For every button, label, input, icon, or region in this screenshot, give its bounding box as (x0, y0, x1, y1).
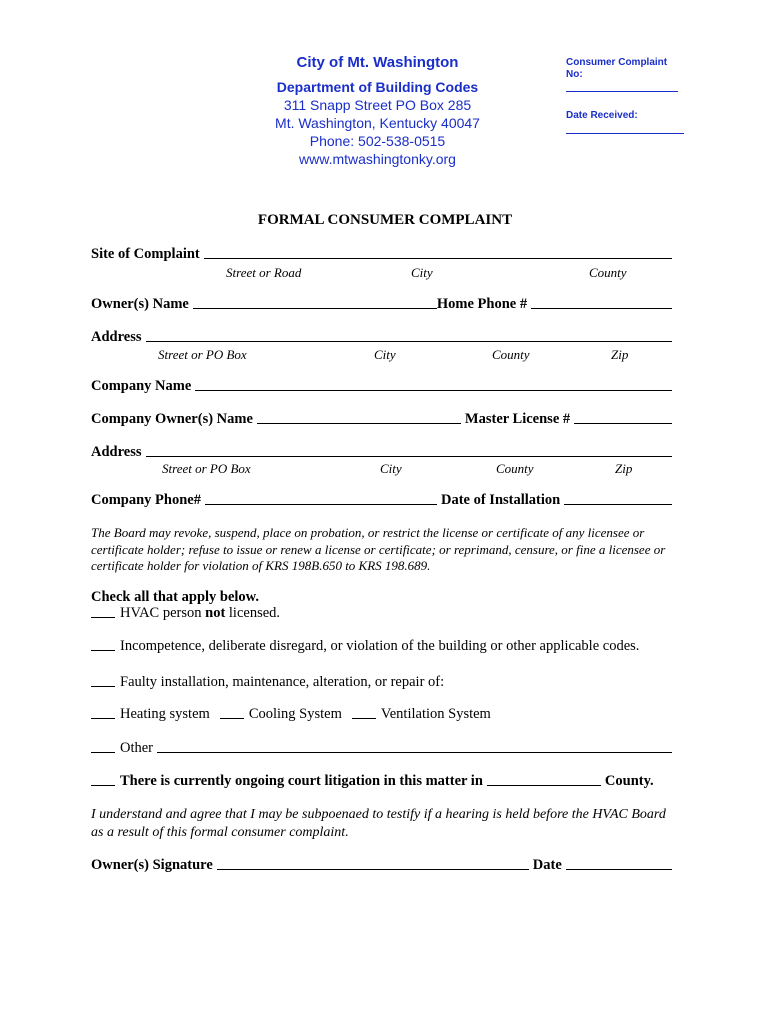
check-label-other: Other (120, 740, 154, 756)
department-name: Department of Building Codes (276, 79, 479, 95)
litigation-county-field[interactable] (487, 785, 601, 786)
company-city-caption: City (380, 461, 402, 476)
check-label: Faulty installation, maintenance, alteration, or repair of: (120, 674, 445, 690)
company-owner-field[interactable] (257, 423, 461, 424)
litigation-label: There is currently ongoing court litigation in this matter in (120, 773, 483, 789)
owner-row (91, 295, 676, 313)
check-incompetence[interactable] (91, 638, 639, 655)
address-line-2: Mt. Washington, Kentucky 40047 (275, 115, 480, 131)
check-faulty-installation[interactable] (91, 674, 444, 691)
company-phone-label: Company Phone# (91, 492, 201, 508)
owner-address-field[interactable] (146, 341, 673, 342)
complaint-number-label: Consumer Complaint No: (566, 57, 668, 80)
site-city-caption: City (411, 265, 433, 280)
owner-signature-field[interactable] (217, 869, 529, 870)
complaint-number-line[interactable] (566, 91, 678, 92)
owner-city-caption: City (374, 347, 396, 362)
installation-date-label: Date of Installation (440, 492, 561, 508)
check-label-cooling: Cooling System (248, 706, 342, 722)
installation-date-field[interactable] (564, 504, 672, 505)
master-license-label: Master License # (464, 411, 571, 427)
home-phone-field[interactable] (531, 308, 672, 309)
owner-name-label: Owner(s) Name (91, 296, 189, 312)
check-label-bold: not (205, 605, 226, 621)
check-label-post: licensed. (225, 605, 281, 621)
check-label: Incompetence, deliberate disregard, or violation of the building or other applicable codes. (120, 638, 640, 654)
address-line-1: 311 Snapp Street PO Box 285 (283, 97, 472, 113)
owner-address-row (91, 328, 676, 346)
signature-date-field[interactable] (566, 869, 672, 870)
check-blank-cooling[interactable] (220, 718, 244, 719)
check-blank[interactable] (91, 617, 115, 618)
company-address-row (91, 443, 676, 461)
phone-number: Phone: 502-538-0515 (309, 133, 446, 149)
owner-name-field[interactable] (193, 308, 437, 309)
company-name-label: Company Name (91, 378, 192, 394)
company-street-caption: Street or PO Box (162, 461, 251, 476)
letterhead (255, 54, 500, 168)
company-address-field[interactable] (146, 456, 673, 457)
owner-street-caption: Street or PO Box (158, 347, 247, 362)
date-received-line[interactable] (566, 133, 684, 134)
signature-date-label: Date (532, 857, 562, 873)
company-phone-field[interactable] (205, 504, 437, 505)
home-phone-label: Home Phone # (436, 296, 528, 312)
date-received-label: Date Received: (566, 110, 638, 121)
check-label-ventilation: Ventilation System (380, 706, 491, 722)
signature-row (91, 856, 676, 874)
check-blank[interactable] (91, 686, 115, 687)
check-litigation[interactable] (91, 773, 654, 790)
company-zip-caption: Zip (615, 461, 633, 476)
company-name-row (91, 377, 676, 395)
check-blank-heating[interactable] (91, 718, 115, 719)
board-notice: The Board may revoke, suspend, place on probation, or restrict the license or certificate of any licensee or certificate holder; refuse to issue or renew a license or certificate; or reprimand, censure, or fine a licensee or certificate holder for violation of KRS 198B.650 to KRS 198.689. (91, 525, 666, 573)
company-owner-row (91, 410, 676, 428)
site-street-caption: Street or Road (226, 265, 302, 280)
company-address-label: Address (91, 444, 142, 460)
form-title: FORMAL CONSUMER COMPLAINT (257, 212, 513, 228)
owner-address-label: Address (91, 329, 142, 345)
check-hvac-not-licensed[interactable] (91, 605, 280, 622)
check-systems-row (91, 706, 491, 723)
owner-county-caption: County (492, 347, 530, 362)
check-blank-other[interactable] (91, 752, 115, 753)
check-label-pre: HVAC person (120, 605, 206, 621)
litigation-county-label: County. (604, 773, 654, 789)
city-name: City of Mt. Washington (296, 54, 459, 71)
owner-signature-label: Owner(s) Signature (91, 857, 213, 873)
other-field[interactable] (157, 752, 672, 753)
owner-zip-caption: Zip (611, 347, 629, 362)
check-blank-litigation[interactable] (91, 785, 115, 786)
site-of-complaint-row (91, 245, 676, 263)
checks-heading: Check all that apply below. (91, 589, 259, 605)
check-blank[interactable] (91, 650, 115, 651)
master-license-field[interactable] (574, 423, 672, 424)
site-county-caption: County (589, 265, 627, 280)
check-label-heating: Heating system (120, 706, 210, 722)
company-phone-row (91, 491, 676, 509)
check-other-row (91, 739, 676, 757)
agreement-statement: I understand and agree that I may be subpoenaed to testify if a hearing is held before the HVAC Board as a result of this formal consumer complaint. (91, 807, 666, 840)
company-owner-label: Company Owner(s) Name (91, 411, 253, 427)
site-of-complaint-field[interactable] (204, 258, 672, 259)
company-name-field[interactable] (195, 390, 672, 391)
website: www.mtwashingtonky.org (299, 151, 456, 167)
site-of-complaint-label: Site of Complaint (91, 246, 200, 262)
company-county-caption: County (496, 461, 534, 476)
check-blank-ventilation[interactable] (352, 718, 376, 719)
